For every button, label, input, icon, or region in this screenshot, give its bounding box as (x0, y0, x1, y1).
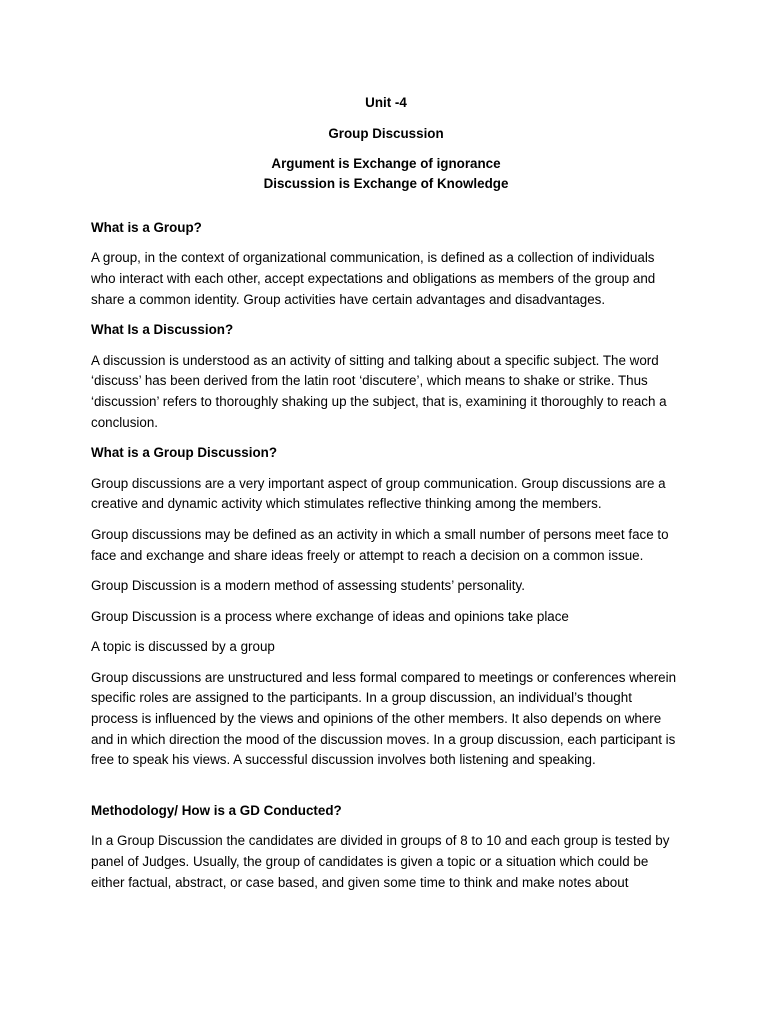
section-heading: What is a Group? (91, 219, 202, 235)
paragraph: Group discussions are unstructured and less formal compared to meetings or conferences wherein specific roles are assigned to the participants. In a group discussion, an individual’s thought process is influenced by the views and opinions of the other members. It also depends on where and in which direction the mood of the discussion moves. In a group discussion, each participant is free to speak his views. A successful discussion involves both listening and speaking. (91, 669, 677, 768)
paragraph: A discussion is understood as an activity of sitting and talking about a specific subject. The word ‘discuss’ has been derived from the latin root ‘discutere’, which means to shake or strike. Thus ‘discussion’ refers to thoroughly shaking up the subject, that is, examining it thoroughly to reach a conclusion. (91, 352, 667, 430)
section-heading: What is a Group Discussion? (91, 445, 278, 461)
quote-line: Discussion is Exchange of Knowledge (263, 175, 509, 191)
section-heading: What Is a Discussion? (91, 322, 234, 338)
paragraph: Group Discussion is a modern method of assessing students’ personality. (91, 578, 525, 594)
document-body (91, 93, 681, 903)
paragraph: Group discussions are a very important aspect of group communication. Group discussions are a creative and dynamic activity which stimulates reflective thinking among the members. (91, 475, 666, 512)
section-what-is-group-discussion (91, 443, 681, 771)
paragraph: Group discussions may be defined as an activity in which a small number of persons meet face to face and exchange and share ideas freely or attempt to reach a decision on a common issue. (91, 526, 669, 563)
section-what-is-group (91, 218, 681, 310)
section-methodology (91, 801, 681, 893)
title-quote (91, 154, 681, 194)
section-heading: Methodology/ How is a GD Conducted? (91, 802, 342, 818)
paragraph: Group Discussion is a process where exchange of ideas and opinions take place (91, 608, 569, 624)
document-title: Group Discussion (328, 125, 444, 141)
section-what-is-discussion (91, 320, 681, 433)
unit-title: Unit -4 (365, 95, 407, 110)
paragraph: A topic is discussed by a group (91, 639, 275, 655)
paragraph: In a Group Discussion the candidates are divided in groups of 8 to 10 and each group is tested by panel of Judges. Usually, the group of candidates is given a topic or a situation which could be either factual, abstract, or case based, and given some time to think and make notes about (91, 833, 670, 890)
quote-line: Argument is Exchange of ignorance (271, 156, 501, 172)
paragraph: A group, in the context of organizational communication, is defined as a collection of individuals who interact with each other, accept expectations and obligations as members of the group and share a common identity. Group activities have certain advantages and disadvantages. (91, 250, 656, 307)
